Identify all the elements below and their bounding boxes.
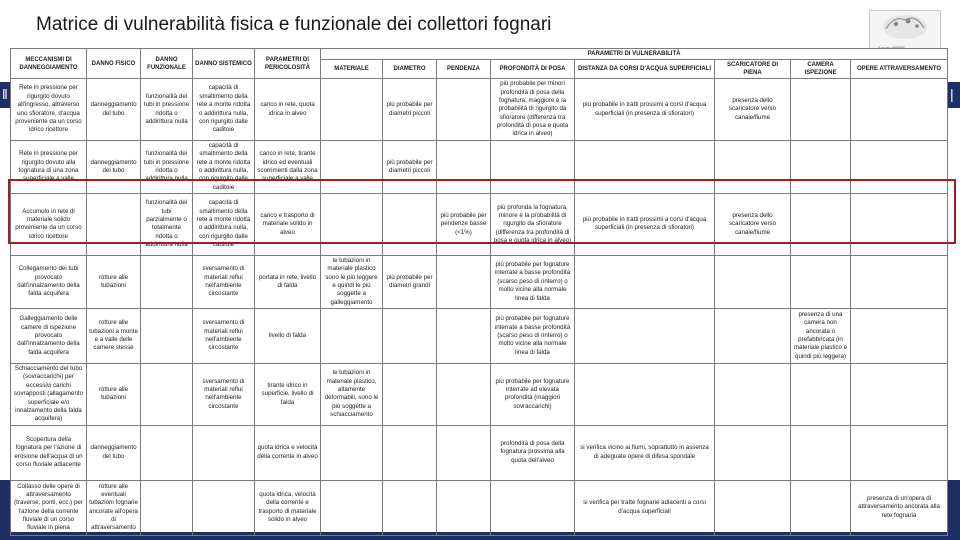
table-cell: rotture alle tubazioni xyxy=(87,364,141,426)
table-row xyxy=(11,79,948,141)
header-cell: SCARICATORE DI PIENA xyxy=(715,60,791,79)
table-cell: presenza di una camera non ancorata o prefabbricata (in materiale plastico e quindi più leggera) xyxy=(791,309,851,364)
table-cell: Schiacciamento del tubo (sovraccarichi) per eccessivi carichi sovrapposti (allagamento superficiale e/o innalzamento della falda acquifera) xyxy=(11,364,87,426)
table-cell: capacità di smaltimento della rete a monte ridotta o addirittura nulla, con rigurgito dalle caditoie xyxy=(193,79,255,141)
table-cell: Scopertura della fognatura per l'azione di erosione dell'acqua di un corso fluviale adiacente xyxy=(11,425,87,480)
table-cell: più probabile per minori profondità di posa della fognatura, maggiore è la probabilità di rigurgito da sfioratore (differenza tra profondità di posa e quota idrica in alveo) xyxy=(491,79,575,141)
table-cell xyxy=(851,364,948,426)
header-cell: MATERIALE xyxy=(321,60,383,79)
table-row xyxy=(11,480,948,535)
table-cell xyxy=(791,79,851,141)
table-cell: sversamento di materiali reflui nell'ambiente circostante xyxy=(193,255,255,308)
vulnerability-matrix-sheet xyxy=(10,48,947,532)
table-cell: tirante idrico in superficie, livello di falda xyxy=(255,364,321,426)
table-cell: più probabile per fognature interrate ad elevata profondità (maggiori sovraccarichi) xyxy=(491,364,575,426)
table-cell: Accumulo in rete di materiale solido proveniente da un corso idrico ricettore xyxy=(11,193,87,255)
table-cell: danneggiamento del tubo xyxy=(87,79,141,141)
table-cell xyxy=(383,309,437,364)
table-cell xyxy=(791,364,851,426)
table-cell xyxy=(321,309,383,364)
table-cell: più probabile per diametri grandi xyxy=(383,255,437,308)
table-cell: si verifica per tratte fognarie adiacenti a corsi d'acqua superficiali xyxy=(575,480,715,535)
table-cell xyxy=(437,309,491,364)
table-cell xyxy=(321,425,383,480)
table-cell xyxy=(383,364,437,426)
table-cell xyxy=(491,480,575,535)
header-cell: DANNO FISICO xyxy=(87,49,141,79)
table-cell: più probabile in tratti prossimi a corsi d'acqua superficiali (in presenza di sfioratori) xyxy=(575,79,715,141)
table-cell xyxy=(437,255,491,308)
table-cell: rotture alle eventuali tubazioni fognarie ancorate all'opera di attraversamento xyxy=(87,480,141,535)
table-cell: più probabile per diametri piccoli xyxy=(383,140,437,193)
table-cell xyxy=(321,480,383,535)
left-edge-mark: ‖ xyxy=(2,86,8,102)
table-cell xyxy=(383,425,437,480)
table-cell xyxy=(791,480,851,535)
table-cell xyxy=(193,480,255,535)
table-cell: livello di falda xyxy=(255,309,321,364)
table-cell: si verifica vicino ai fiumi, soprattutto in assenza di adeguate opere di difesa spondale xyxy=(575,425,715,480)
table-cell: più probabile per fognature interrate a basse profondità (scarso peso di rinterro) o molto vicine alla normale linea di falda xyxy=(491,255,575,308)
table-cell: Rete in pressione per rigurgito dovuto all'ingresso, attraverso uno sfioratore, d'acqua proveniente da un corso idrico ricettore xyxy=(11,79,87,141)
table-row xyxy=(11,425,948,480)
table-cell xyxy=(791,255,851,308)
table-row xyxy=(11,309,948,364)
table-cell xyxy=(321,79,383,141)
table-cell: funzionalità dei tubi parzialmente o totalmente ridotta o addirittura nulla xyxy=(141,193,193,255)
table-cell xyxy=(715,364,791,426)
header-cell: PENDENZA xyxy=(437,60,491,79)
table-row xyxy=(11,364,948,426)
table-cell: danneggiamento del tubo xyxy=(87,140,141,193)
table-cell: rotture alle tubazioni a monte e a valle delle camere stesse xyxy=(87,309,141,364)
table-cell xyxy=(437,480,491,535)
table-cell xyxy=(715,480,791,535)
table-cell: funzionalità dei tubi in pressione ridotta o addirittura nulla xyxy=(141,79,193,141)
table-cell xyxy=(193,425,255,480)
table-cell: carico e trasporto di materiale solido in alveo xyxy=(255,193,321,255)
table-cell: presenza di un'opera di attraversamento ancorata alla rete fognaria xyxy=(851,480,948,535)
table-cell: più probabile per fognature interrate a basse profondità (scarso peso di rinterro) o molto vicine alla normale linea di falda xyxy=(491,309,575,364)
table-cell xyxy=(851,425,948,480)
page-title: Matrice di vulnerabilità fisica e funzionale dei collettori fognari xyxy=(36,14,552,35)
table-cell: capacità di smaltimento della rete a monte ridotta o addirittura nulla, con rigurgito dalle caditoie xyxy=(193,140,255,193)
header-cell: DANNO FUNZIONALE xyxy=(141,49,193,79)
table-cell: sversamento di materiali reflui nell'ambiente circostante xyxy=(193,364,255,426)
table-cell xyxy=(575,364,715,426)
table-cell: capacità di smaltimento della rete a monte ridotta o addirittura nulla, con rigurgito dalle caditoie xyxy=(193,193,255,255)
table-cell xyxy=(715,255,791,308)
table-cell xyxy=(383,480,437,535)
table-cell: presenza dello scaricatore verso canale/fiume xyxy=(715,193,791,255)
table-cell: funzionalità dei tubi in pressione ridotta o addirittura nulla xyxy=(141,140,193,193)
header-cell: DISTANZA DA CORSI D'ACQUA SUPERFICIALI xyxy=(575,60,715,79)
table-cell xyxy=(141,480,193,535)
table-cell: Rete in pressione per rigurgito dovuto alla fognatura di una zona superficiale a valle xyxy=(11,140,87,193)
header-cell: PROFONDITÀ DI POSA xyxy=(491,60,575,79)
table-cell xyxy=(141,364,193,426)
table-cell xyxy=(851,309,948,364)
table-cell xyxy=(715,425,791,480)
table-cell xyxy=(437,79,491,141)
header-cell: CAMERA ISPEZIONE xyxy=(791,60,851,79)
table-cell: profondità di posa della fognatura prossima alla quota dell'alveo xyxy=(491,425,575,480)
table-cell: sversamento di materiali reflui nell'ambiente circostante xyxy=(193,309,255,364)
table-cell xyxy=(141,255,193,308)
table-cell xyxy=(141,309,193,364)
table-cell: Collegamento dei tubi provocato dall'innalzamento della falda acquifera xyxy=(11,255,87,308)
table-row xyxy=(11,255,948,308)
table-cell: più profonda la fognatura, minore è la probabilità di rigurgito da sfioratore (differenza tra profondità di posa e quota idrica in alveo) xyxy=(491,193,575,255)
table-cell: danneggiamento del tubo xyxy=(87,425,141,480)
table-cell: quota idrica, velocità della corrente e trasporto di materiale solido in alveo xyxy=(255,480,321,535)
header-cell: OPERE ATTRAVERSAMENTO xyxy=(851,60,948,79)
right-edge-mark: | xyxy=(950,86,954,102)
group-header-cell: PARAMETRI DI VULNERABILITÀ xyxy=(321,49,948,60)
table-cell xyxy=(437,364,491,426)
matrix-body xyxy=(11,79,948,535)
table-cell: carico in rete, quota idrica in alveo xyxy=(255,79,321,141)
table-cell: rotture alle tubazioni xyxy=(87,255,141,308)
table-cell: portata in rete, livello di falda xyxy=(255,255,321,308)
header-cell: MECCANISMI DI DANNEGGIAMENTO xyxy=(11,49,87,79)
highlight-box xyxy=(8,179,956,244)
table-cell: carico in rete, tirante idrico ed eventuali scorrimenti dalla zona superficiale a valle xyxy=(255,140,321,193)
header-cell: DANNO SISTEMICO xyxy=(193,49,255,79)
table-cell: Galleggiamento delle camere di ispezione provocato dall'innalzamento della falda acquifera xyxy=(11,309,87,364)
header-cell: DIAMETRO xyxy=(383,60,437,79)
table-cell xyxy=(575,255,715,308)
table-cell: le tubazioni in materiale plastico sono le più leggere e quindi le più soggette a galleggiamento xyxy=(321,255,383,308)
table-cell: più probabile per pendenze basse (<1%) xyxy=(437,193,491,255)
table-cell: presenza dello scaricatore verso canale/fiume xyxy=(715,79,791,141)
table-cell: più probabile per diametri piccoli xyxy=(383,79,437,141)
table-cell xyxy=(851,255,948,308)
table-cell: più probabile in tratti prossimi a corsi d'acqua superficiali (in presenza di sfioratori) xyxy=(575,193,715,255)
table-cell xyxy=(575,309,715,364)
vulnerability-matrix-table xyxy=(10,48,948,536)
table-cell xyxy=(141,425,193,480)
table-cell xyxy=(791,425,851,480)
table-cell xyxy=(715,309,791,364)
header-cell: PARAMETRI DI PERICOLOSITÀ xyxy=(255,49,321,79)
table-cell: Collasso delle opere di attraversamento (traverse, ponti, ecc.) per l'azione della corrente fluviale di un corso fluviale in piena xyxy=(11,480,87,535)
table-cell xyxy=(437,425,491,480)
table-cell: quota idrica e velocità della corrente in alveo xyxy=(255,425,321,480)
table-cell xyxy=(851,79,948,141)
table-cell: le tubazioni in materiale plastico, altamente deformabili, sono le più soggette a schiacciamento xyxy=(321,364,383,426)
